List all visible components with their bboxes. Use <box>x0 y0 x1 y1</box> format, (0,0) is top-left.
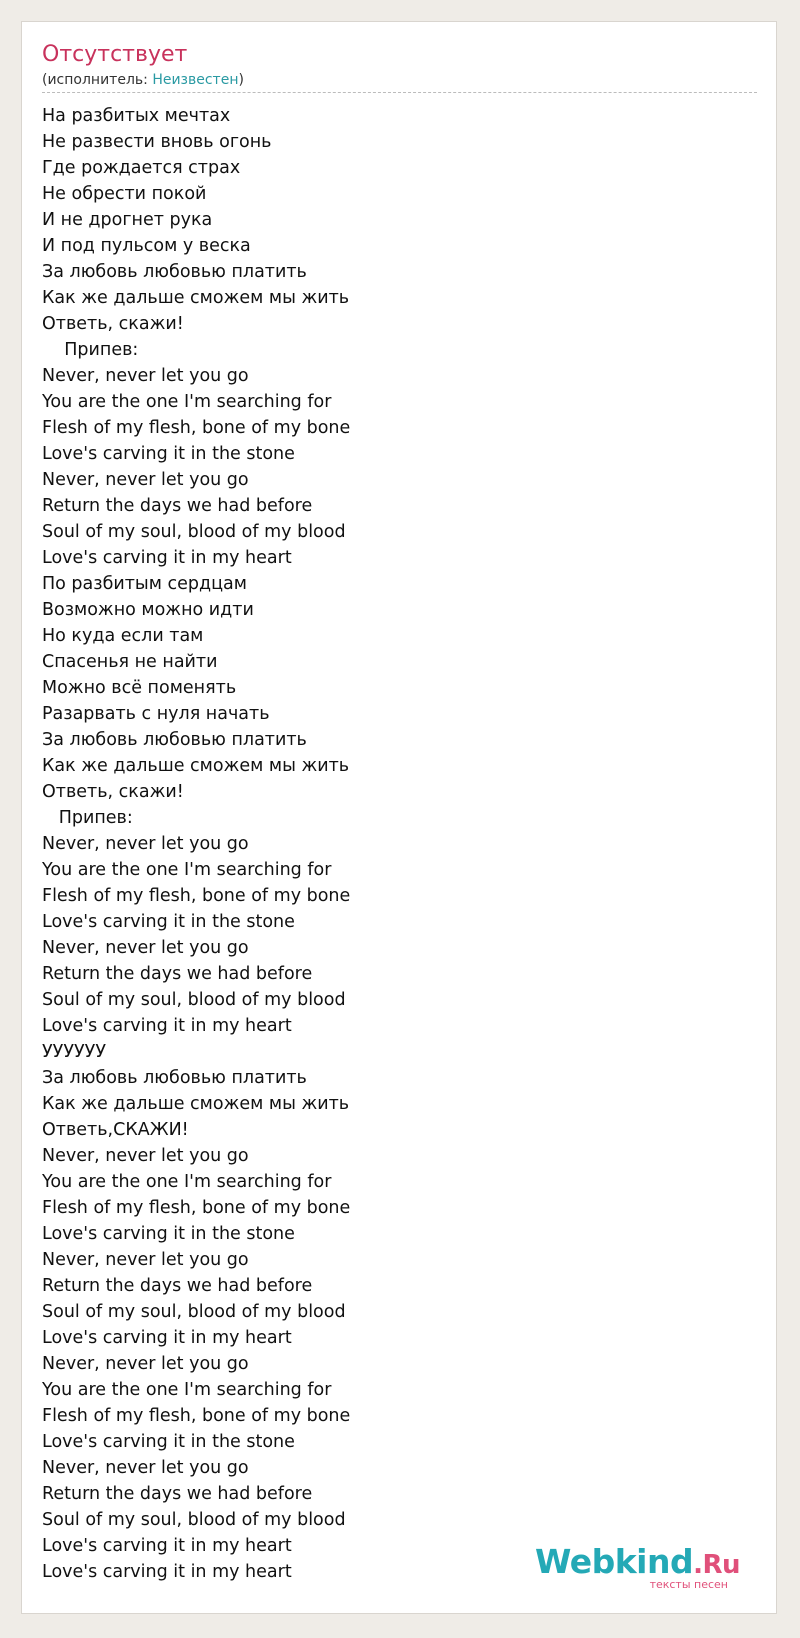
lyric-line: Never, never let you go <box>42 366 249 386</box>
lyric-line: Но куда если там <box>42 626 204 646</box>
lyric-line: За любовь любовью платить <box>42 730 307 750</box>
logo-tagline: тексты песен <box>649 1578 728 1591</box>
title-divider <box>42 92 757 93</box>
song-title: Отсутствует <box>42 42 188 67</box>
lyrics-card <box>21 21 777 1614</box>
lyric-line: Ответь,СКАЖИ! <box>42 1120 189 1140</box>
lyric-line: За любовь любовью платить <box>42 262 307 282</box>
lyric-line: Ответь, скажи! <box>42 782 184 802</box>
lyric-line: Love's carving it in my heart <box>42 1016 292 1036</box>
lyric-line: На разбитых мечтах <box>42 106 231 126</box>
lyric-line: Never, never let you go <box>42 1146 249 1166</box>
artist-link[interactable]: Неизвестен <box>152 72 239 88</box>
lyric-line: Return the days we had before <box>42 1276 313 1296</box>
lyric-line: Never, never let you go <box>42 470 249 490</box>
lyric-line: Love's carving it in my heart <box>42 1562 292 1582</box>
logo-tld: .Ru <box>693 1550 740 1580</box>
lyric-line: You are the one I'm searching for <box>42 1380 332 1400</box>
lyric-line: И не дрогнет рука <box>42 210 213 230</box>
lyric-line: Love's carving it in the stone <box>42 444 295 464</box>
lyric-line: Где рождается страх <box>42 158 241 178</box>
lyric-line: Flesh of my flesh, bone of my bone <box>42 1406 351 1426</box>
lyric-line: УУУУУУ <box>42 1042 106 1062</box>
lyrics-text <box>42 103 350 1585</box>
lyric-line: Soul of my soul, blood of my blood <box>42 1302 346 1322</box>
lyric-line: Soul of my soul, blood of my blood <box>42 522 346 542</box>
lyric-line: Return the days we had before <box>42 1484 313 1504</box>
lyric-line: Не развести вновь огонь <box>42 132 272 152</box>
logo-wordmark: Webkind <box>534 1542 694 1581</box>
lyric-line: Как же дальше сможем мы жить <box>42 288 350 308</box>
lyric-line: Love's carving it in the stone <box>42 1432 295 1452</box>
lyric-line: Возможно можно идти <box>42 600 254 620</box>
lyric-line: Never, never let you go <box>42 1354 249 1374</box>
site-logo[interactable] <box>534 1542 740 1591</box>
lyric-line: You are the one I'm searching for <box>42 1172 332 1192</box>
lyric-line: Ответь, скажи! <box>42 314 184 334</box>
lyric-line: Не обрести покой <box>42 184 207 204</box>
artist-suffix: ) <box>238 72 244 88</box>
lyric-line: Return the days we had before <box>42 496 313 516</box>
lyric-line: Never, never let you go <box>42 938 249 958</box>
lyric-line: Never, never let you go <box>42 834 249 854</box>
lyric-line: Как же дальше сможем мы жить <box>42 1094 350 1114</box>
lyric-line: You are the one I'm searching for <box>42 392 332 412</box>
lyric-line: Припев: <box>42 808 133 828</box>
lyric-line: Never, never let you go <box>42 1250 249 1270</box>
lyric-line: Можно всё поменять <box>42 678 237 698</box>
lyric-line: И под пульсом у веска <box>42 236 251 256</box>
lyric-line: Flesh of my flesh, bone of my bone <box>42 886 351 906</box>
lyric-line: Never, never let you go <box>42 1458 249 1478</box>
lyric-line: Return the days we had before <box>42 964 313 984</box>
lyric-line: Flesh of my flesh, bone of my bone <box>42 418 351 438</box>
lyric-line: Soul of my soul, blood of my blood <box>42 990 346 1010</box>
lyric-line: Love's carving it in my heart <box>42 1328 292 1348</box>
lyric-line: Soul of my soul, blood of my blood <box>42 1510 346 1530</box>
lyric-line: Разарвать с нуля начать <box>42 704 270 724</box>
artist-prefix: (исполнитель: <box>42 72 153 88</box>
lyric-line: You are the one I'm searching for <box>42 860 332 880</box>
lyric-line: Love's carving it in the stone <box>42 1224 295 1244</box>
lyric-line: Спасенья не найти <box>42 652 218 672</box>
lyric-line: Припев: <box>42 340 139 360</box>
lyric-line: Как же дальше сможем мы жить <box>42 756 350 776</box>
lyric-line: По разбитым сердцам <box>42 574 247 594</box>
lyric-line: Love's carving it in the stone <box>42 912 295 932</box>
lyric-line: Flesh of my flesh, bone of my bone <box>42 1198 351 1218</box>
artist-line <box>42 71 244 89</box>
lyric-line: Love's carving it in my heart <box>42 548 292 568</box>
lyric-line: Love's carving it in my heart <box>42 1536 292 1556</box>
lyric-line: За любовь любовью платить <box>42 1068 307 1088</box>
